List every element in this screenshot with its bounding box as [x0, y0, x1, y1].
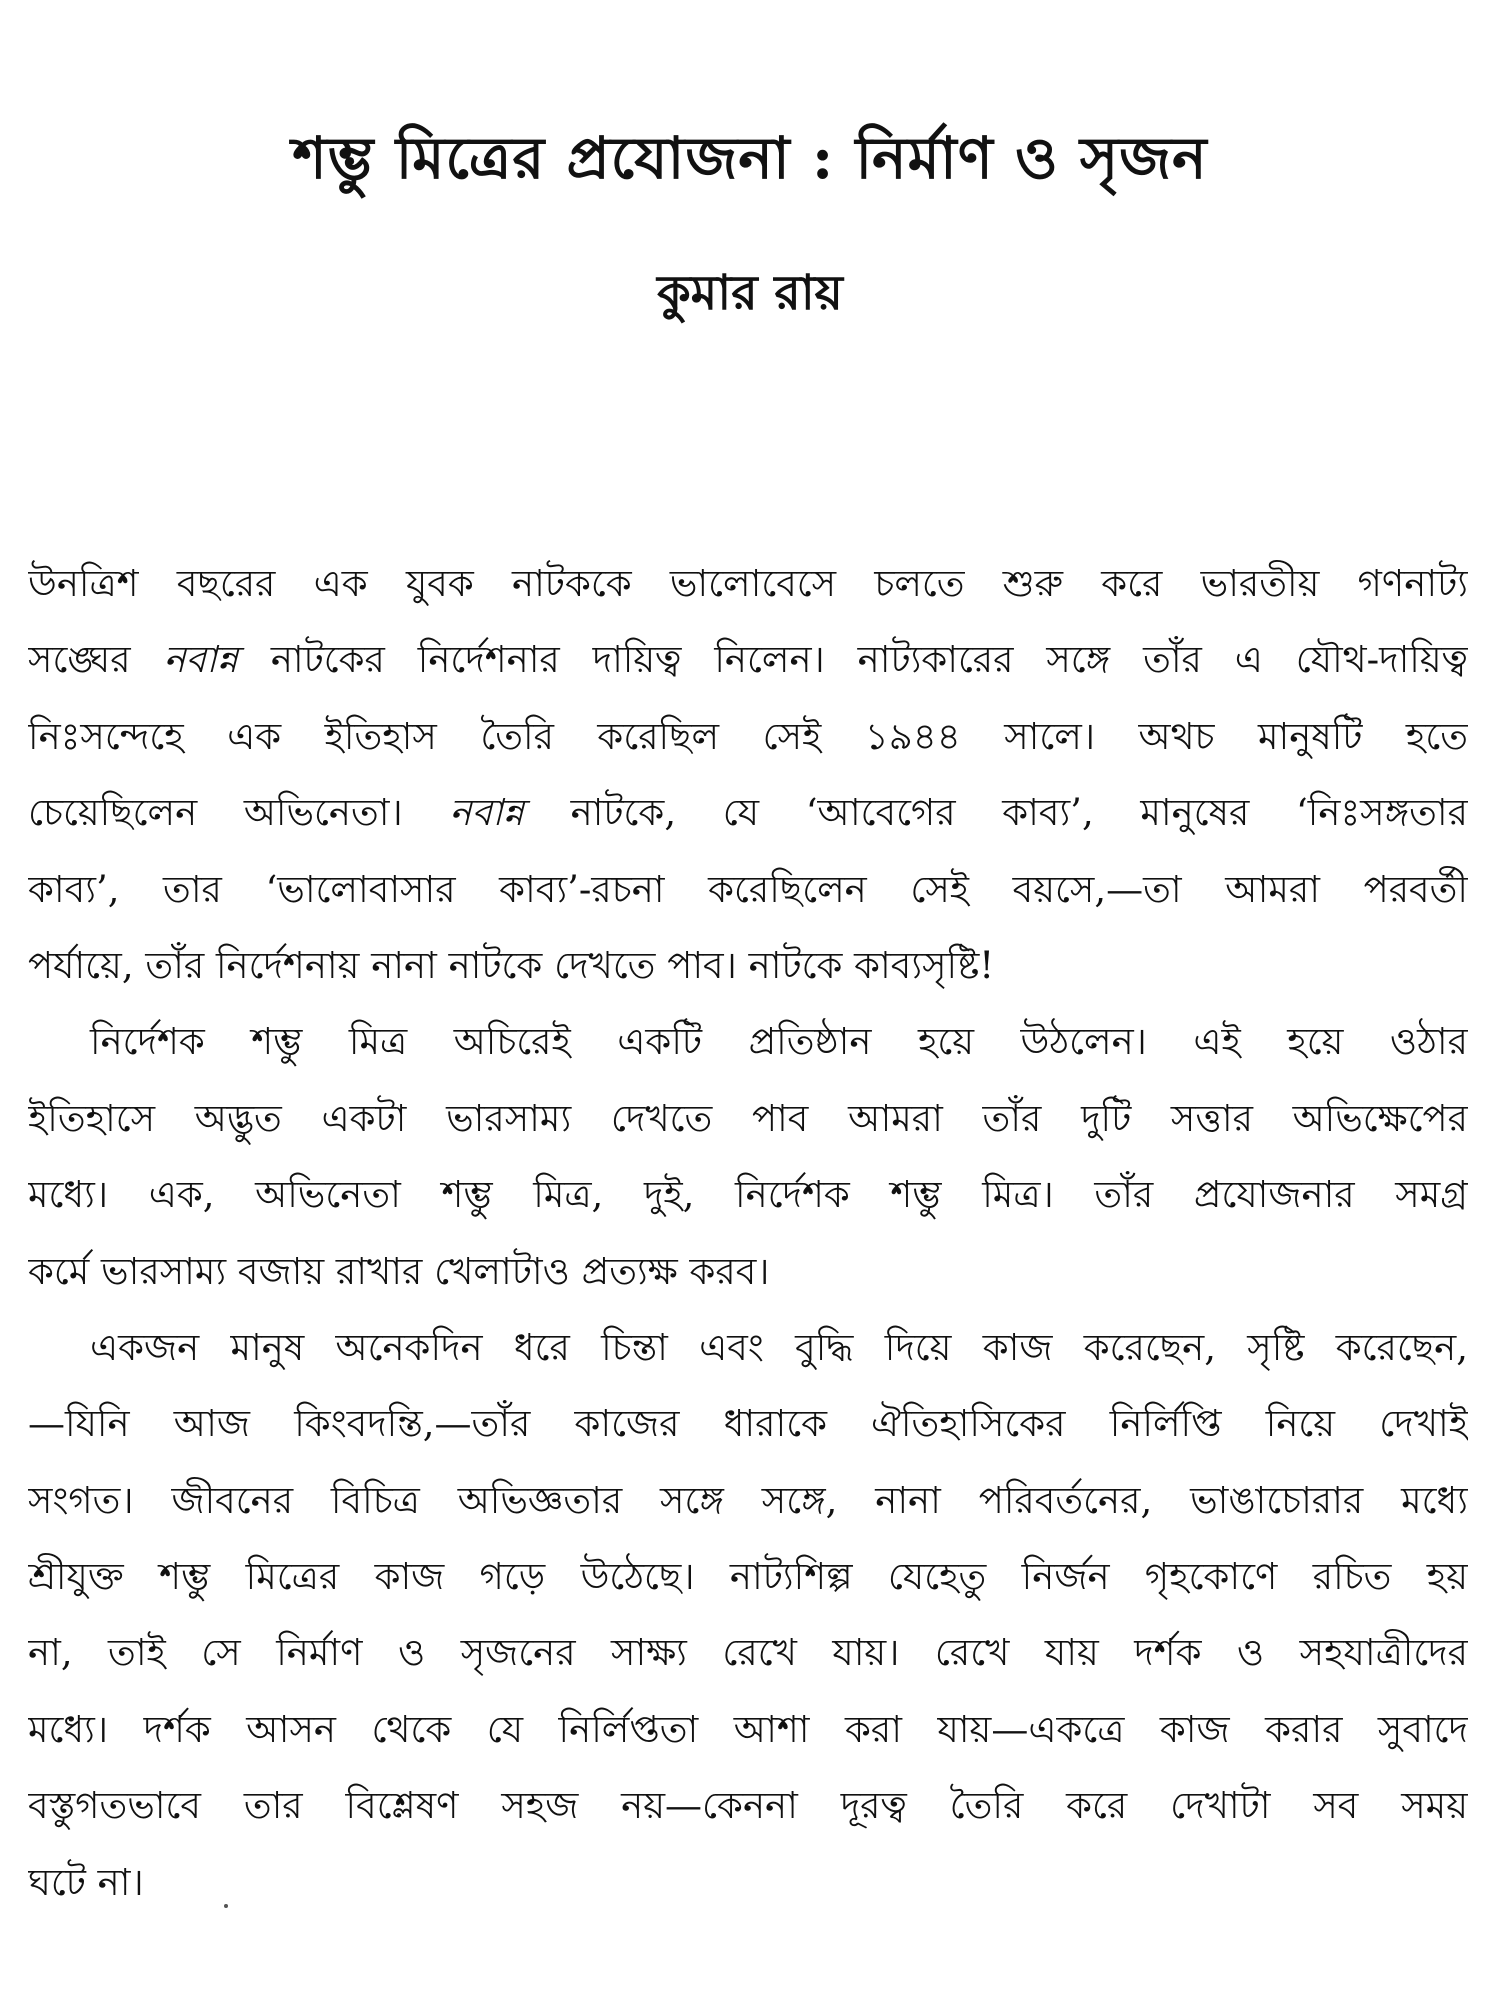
text-line: না, তাই সে নির্মাণ ও সৃজনের সাক্ষ্য রেখে যায়। রেখে যায় দর্শক ও সহযাত্রীদের: [28, 1631, 1468, 1675]
text-line: সঙ্ঘের নবান্ন নাটকের নির্দেশনার দায়িত্ব নিলেন। নাট্যকারের সঙ্গে তাঁর এ যৌথ-দায়িত্ব: [28, 638, 1468, 682]
play-title: নবান্ন: [449, 791, 524, 835]
text-line: কর্মে ভারসাম্য বজায় রাখার খেলাটাও প্রত্যক্ষ করব।: [28, 1249, 770, 1293]
text-line: মধ্যে। দর্শক আসন থেকে যে নির্লিপ্ততা আশা করা যায়—একত্রে কাজ করার সুবাদে: [28, 1707, 1468, 1751]
text-line: মধ্যে। এক, অভিনেতা শম্ভু মিত্র, দুই, নির্দেশক শম্ভু মিত্র। তাঁর প্রযোজনার সমগ্র: [28, 1173, 1468, 1217]
text-line: ইতিহাসে অদ্ভুত একটা ভারসাম্য দেখতে পাব আমরা তাঁর দুটি সত্তার অভিক্ষেপের: [28, 1096, 1468, 1140]
text-line: নির্দেশক শম্ভু মিত্র অচিরেই একটি প্রতিষ্ঠান হয়ে উঠলেন। এই হয়ে ওঠার: [90, 1020, 1468, 1064]
text-line: উনত্রিশ বছরের এক যুবক নাটককে ভালোবেসে চলতে শুরু করে ভারতীয় গণনাট্য: [28, 562, 1468, 605]
text-line: নিঃসন্দেহে এক ইতিহাস তৈরি করেছিল সেই ১৯৪৪ সালে। অথচ মানুষটি হতে: [28, 714, 1468, 758]
text-line: শ্রীযুক্ত শম্ভু মিত্রের কাজ গড়ে উঠেছে। নাট্যশিল্প যেহেতু নির্জন গৃহকোণে রচিত হয়: [28, 1555, 1468, 1599]
text-line: ঘটে না।: [28, 1860, 144, 1904]
article-body: [28, 546, 1468, 1921]
article-title: শম্ভু মিত্রের প্রযোজনা : নির্মাণ ও সৃজন: [292, 124, 1208, 192]
text-line: চেয়েছিলেন অভিনেতা। নবান্ন নাটকে, যে ‘আবেগের কাব্য’, মানুষের ‘নিঃসঙ্গতার: [28, 791, 1468, 835]
text-line: একজন মানুষ অনেকদিন ধরে চিন্তা এবং বুদ্ধি দিয়ে কাজ করেছেন, সৃষ্টি করেছেন,: [90, 1325, 1468, 1369]
play-title: নবান্ন: [163, 638, 238, 682]
article-author: কুমার রায়: [657, 265, 843, 321]
scan-speck: [224, 1904, 228, 1908]
text-line: পর্যায়ে, তাঁর নির্দেশনায় নানা নাটকে দেখতে পাব। নাটকে কাব্যসৃষ্টি!: [28, 943, 995, 987]
text-line: সংগত। জীবনের বিচিত্র অভিজ্ঞতার সঙ্গে সঙ্গে, নানা পরিবর্তনের, ভাঙাচোরার মধ্যে: [28, 1478, 1468, 1522]
text-line: বস্তুগতভাবে তার বিশ্লেষণ সহজ নয়—কেননা দূরত্ব তৈরি করে দেখাটা সব সময়: [28, 1784, 1468, 1828]
text-line: —যিনি আজ কিংবদন্তি,—তাঁর কাজের ধারাকে ঐতিহাসিকের নির্লিপ্তি নিয়ে দেখাই: [28, 1402, 1468, 1446]
text-line: কাব্য’, তার ‘ভালোবাসার কাব্য’-রচনা করেছিলেন সেই বয়সে,—তা আমরা পরবর্তী: [28, 867, 1468, 911]
